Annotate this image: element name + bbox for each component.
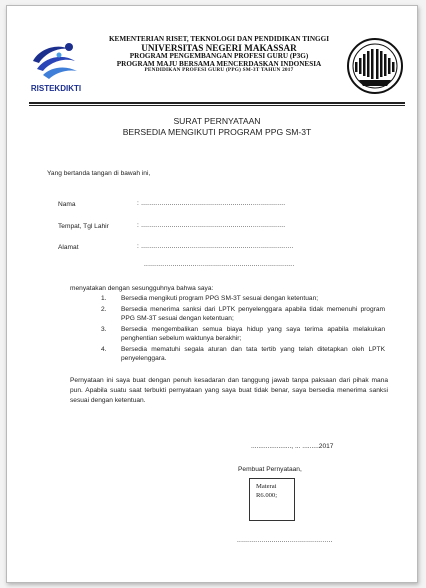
letterhead (95, 36, 343, 74)
svg-text:RISTEKDIKTI: RISTEKDIKTI (30, 84, 82, 93)
statement-list (101, 294, 385, 365)
birth-field: : ....................................................................... (137, 222, 286, 229)
place-date: ......................, ... .........2017 (251, 443, 334, 450)
signer-label: Pembuat Pernyataan, (238, 466, 302, 473)
ministry-name: KEMENTERIAN RISET, TEKNOLOGI DAN PENDIDIKAN TINGGI (108, 35, 330, 43)
ristekdikti-logo (29, 39, 83, 97)
list-item: 4. Bersedia mematuhi segala aturan dan tata tertib yang telah ditetapkan oleh LPTK penyelenggara. (101, 345, 385, 363)
name-field: : ....................................................................... (137, 200, 286, 207)
document-subtitle: BERSEDIA MENGIKUTI PROGRAM PPG SM-3T (122, 127, 312, 137)
document-page (6, 5, 418, 583)
list-item: 1. Bersedia mengikuti program PPG SM-3T sesuai dengan ketentuan; (101, 295, 319, 302)
address-label: Alamat (58, 244, 79, 251)
list-item: 3. Bersedia mengembalikan semua biaya hidup yang saya terima apabila melakukan penghentian sebelum waktunya berakhir; (101, 325, 385, 343)
header-rule-thick (29, 102, 405, 104)
address-field: : ........................................................................... (137, 243, 294, 250)
university-name: UNIVERSITAS NEGERI MAKASSAR (141, 42, 297, 53)
program-motto: PROGRAM MAJU BERSAMA MENCERDASKAN INDONESIA (116, 59, 322, 68)
signature-line: ............................................... (237, 537, 333, 544)
unm-seal-logo (345, 36, 405, 96)
materai-stamp-box (249, 478, 295, 521)
program-year: PENDIDIKAN PROFESI GURU (PPG) SM-3T TAHUN 2017 (144, 67, 294, 74)
closing-paragraph: Pernyataan ini saya buat dengan penuh kesadaran dan tanggung jawab tanpa paksaan dari pihak mana pun. Apabila suatu saat terbukti pernyataan yang saya buat tidak benar, saya bersedia menerima sanksi sesuai dengan ketentuan. (70, 377, 388, 404)
materai-label: Materai (256, 483, 277, 490)
birth-label: Tempat, Tgl Lahir (58, 223, 109, 230)
header-rule-thin (29, 105, 405, 106)
name-label: Nama (58, 201, 76, 208)
materai-amount: R6.000; (256, 491, 278, 499)
intro-text: Yang bertanda tangan di bawah ini, (47, 170, 151, 177)
document-title: SURAT PERNYATAAN (173, 116, 261, 126)
list-item: 2. Bersedia menerima sanksi dari LPTK penyelenggara apabila tidak memenuhi program PPG SM-3T sesuai dengan ketentuan; (101, 305, 385, 323)
address-field-line2: .......................................................................... (144, 261, 295, 268)
program-name: PROGRAM PENGEMBANGAN PROFESI GURU (P3G) (129, 52, 309, 61)
statement-intro: menyatakan dengan sesungguhnya bahwa saya: (70, 285, 214, 292)
